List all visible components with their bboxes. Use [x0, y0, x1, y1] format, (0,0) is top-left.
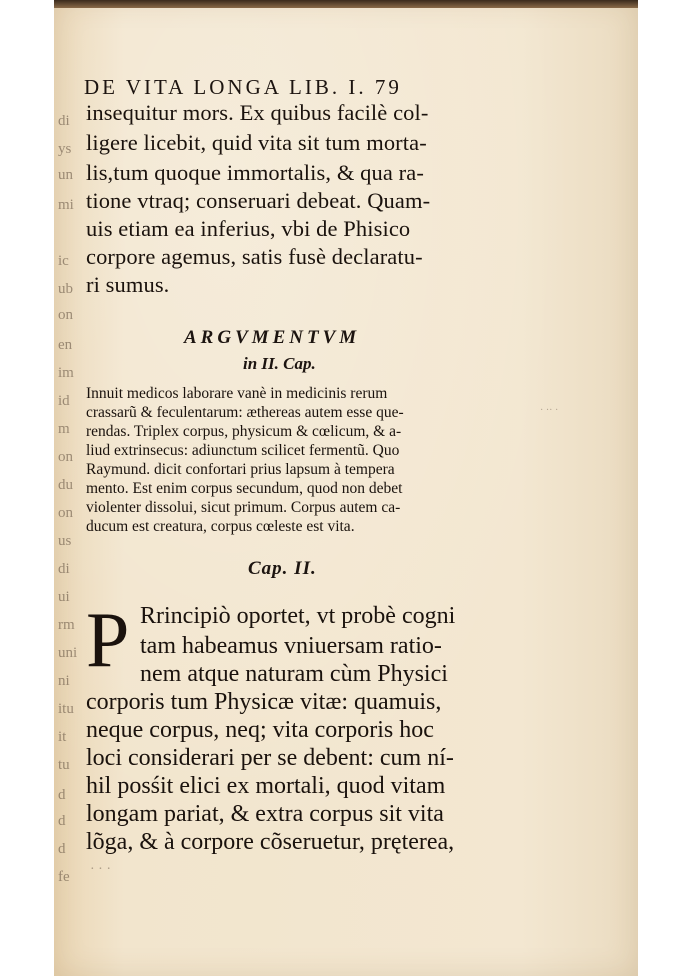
bleed-through-glyph: im	[58, 365, 74, 381]
argument-line: rendas. Triplex corpus, physicum & cœlicum, & a-	[86, 423, 402, 440]
chapter-line: neque corpus, neq; vita corporis hoc	[86, 717, 434, 743]
bleed-through-glyph: un	[58, 167, 73, 183]
argument-line: Innuit medicos laborare vanè in medicinis rerum	[86, 385, 388, 402]
text-line: uis etiam ea inferius, vbi de Phisico	[86, 216, 411, 241]
faint-marks: · · ·	[90, 862, 111, 877]
bleed-through-glyph: us	[58, 533, 72, 549]
bleed-through-glyph: uni	[58, 645, 78, 661]
bleed-through-glyph: di	[58, 113, 70, 129]
chapter-line: longam pariat, & extra corpus sit vita	[86, 801, 444, 827]
argument-line: liud extrinsecus: adiunctum scilicet fermentũ. Quo	[86, 442, 400, 459]
chapter-heading: Cap. II.	[248, 558, 317, 579]
bleed-through-glyph: on	[58, 505, 73, 521]
stray-mark: · ·· ·	[540, 405, 559, 416]
argument-heading: ARGVMENTVM	[184, 327, 361, 348]
bleed-through-glyph: en	[58, 337, 73, 353]
chapter-line: Rrincipiò oportet, vt probè cogni	[140, 603, 456, 629]
bleed-through-glyph: on	[58, 449, 73, 465]
page-top-edge	[54, 0, 638, 8]
running-header: DE VITA LONGA LIB. I. 79	[84, 75, 402, 99]
argument-line: violenter dissolui, sicut primum. Corpus autem ca-	[86, 499, 401, 516]
bleed-through-glyph: d	[58, 787, 66, 803]
text-line: corpore agemus, satis fusè declaratu-	[86, 244, 423, 269]
text-line: tione vtraq; conseruari debeat. Quam-	[86, 188, 431, 213]
bleed-through-glyph: id	[58, 393, 70, 409]
chapter-line: loci considerari per se debent: cum ní-	[86, 745, 454, 771]
chapter-line: corporis tum Physicæ vitæ: quamuis,	[86, 689, 442, 715]
bleed-through-glyph: itu	[58, 701, 74, 717]
chapter-line: nem atque naturam cùm Physici	[140, 661, 448, 687]
bleed-through-glyph: tu	[58, 757, 70, 773]
text-line: ri sumus.	[86, 272, 170, 297]
bleed-through-glyph: mi	[58, 197, 74, 213]
argument-line: mento. Est enim corpus secundum, quod non debet	[86, 480, 403, 497]
chapter-line: tam habeamus vniuersam ratio-	[140, 633, 442, 659]
bleed-through-glyph: du	[58, 477, 73, 493]
text-line: ligere licebit, quid vita sit tum morta-	[86, 130, 427, 155]
bleed-through-glyph: d	[58, 813, 66, 829]
chapter-line: lõga, & à corpore cõseruetur, pręterea,	[86, 829, 455, 855]
bleed-through-glyph: ui	[58, 589, 70, 605]
bleed-through-glyph: ub	[58, 281, 73, 297]
bleed-through-glyph: ys	[58, 141, 72, 157]
argument-line: Raymund. dicit confortari prius lapsum à tempera	[86, 461, 395, 478]
bleed-through-glyph: ni	[58, 673, 70, 689]
argument-line: ducum est creatura, corpus cœleste est vita.	[86, 518, 355, 535]
bleed-through-glyph: on	[58, 307, 73, 323]
bleed-through-glyph: ic	[58, 253, 69, 269]
bleed-through-glyph: d	[58, 841, 66, 857]
text-line: insequitur mors. Ex quibus facilè col-	[86, 100, 429, 125]
bleed-through-glyph: m	[58, 421, 70, 437]
bleed-through-glyph: di	[58, 561, 70, 577]
bleed-through-glyph: it	[58, 729, 67, 745]
chapter-line: hil posśit elici ex mortali, quod vitam	[86, 773, 446, 799]
argument-subheading: in II. Cap.	[243, 354, 316, 373]
bleed-through-glyph: fe	[58, 869, 70, 885]
bleed-through-glyph: rm	[58, 617, 75, 633]
text-line: lis,tum quoque immortalis, & qua ra-	[86, 160, 424, 185]
drop-capital: P	[86, 596, 130, 683]
argument-line: crassarũ & feculentarum: æthereas autem esse que-	[86, 404, 404, 421]
